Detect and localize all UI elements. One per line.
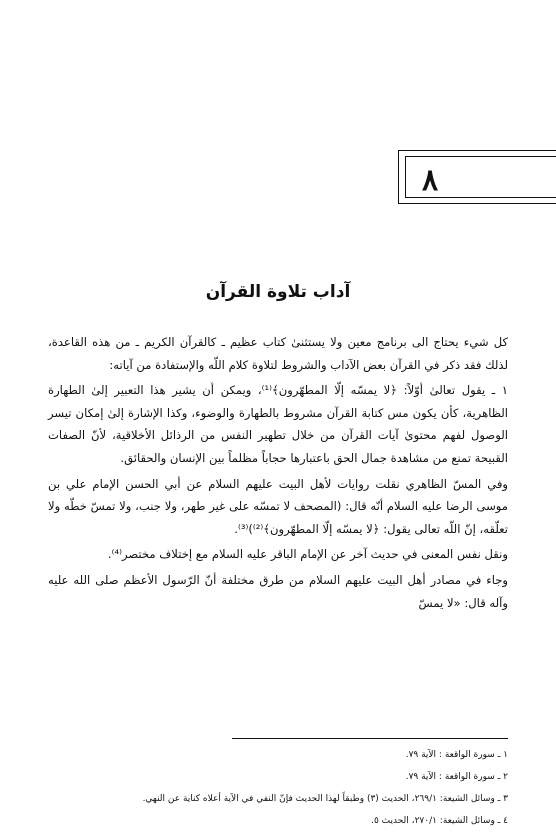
paragraph-point-1: ١ ـ يقول تعالىٰ أوّلاً: ﴿لا يمسّه إلّا المطهّرون﴾⁽¹⁾، ويمكن أن يشير هذا التعبير إلىٰ الطهارة الظاهرية، كأن يكون مس كتابة القرآن مشروط بالطهارة والوضوء، وكذا الإشارة إلىٰ إمكان تيسر الوصول لفهم محتوىٰ آيات القرآن من خلال تطهير النفس من الرذائل الأخلاقية، لأنّ الصفات القبيحة تمنع من مشاهدة جمال الحق باعتبارها حجاباً مظلماً بين الإنسان والحقائق. — [48, 383, 508, 465]
chapter-number-inner-frame — [405, 156, 556, 198]
chapter-number-box — [398, 150, 556, 204]
paragraph-intro: كل شيء يحتاج الى برنامج معين ولا يستثنىٰ كتاب عظيم ـ كالقرآن الكريم ـ من هذه القاعدة، لذلك فقد ذكر في القرآن بعض الآداب والشروط لتلاوة كلام اللّه والإستفادة من آياته: — [48, 335, 508, 372]
footnote-2: ٢ ـ سورة الواقعة : الآية ٧٩. — [405, 772, 508, 782]
paragraph-second-narration: ونقل نفس المعنى في حديث آخر عن الإمام الباقر عليه السلام مع إختلاف مختصر⁽⁴⁾. — [107, 547, 508, 562]
footnote-divider — [232, 738, 508, 739]
paragraph-prophet-narration: وجاء في مصادر أهل البيت عليهم السلام من طرق مختلفة أنّ الرّسول الأعظم صلى الله عليه وآله قال: «لا يمسّ — [48, 572, 508, 610]
body-text — [48, 331, 508, 614]
paragraph-narration: وفي المسّ الظاهري نقلت روايات لأهل البيت‌ عليهم السلام عن أبي الحسن الإمام علي بن موسى الرضا عليه السلام أنّه قال: (المصحف لا تمسّه على غير طهر، ولا جنب، ولا تمسّ خطّه ولا تعلّقه، إنّ اللّه تعالى يقول: ﴿لا يمسّه إلّا المطهّرون﴾⁽²⁾)⁽³⁾. — [48, 476, 508, 536]
footnote-3: ٣ ـ وسائل الشيعة: ٢٦٩/١، الحديث (٣) وطبقاً لهذا الحديث فإنّ النفي في الآية أعلاه كناية عن النهي. — [142, 794, 508, 804]
footnote-1: ١ ـ سورة الواقعة : الآية ٧٩. — [405, 750, 508, 760]
footnotes — [48, 744, 508, 832]
footnote-4: ٤ ـ وسائل الشيعة: ٢٧٠/١، الحديث ٥. — [371, 816, 508, 826]
chapter-title: آداب تلاوة القرآن — [205, 282, 351, 302]
chapter-number: ٨ — [422, 163, 439, 198]
